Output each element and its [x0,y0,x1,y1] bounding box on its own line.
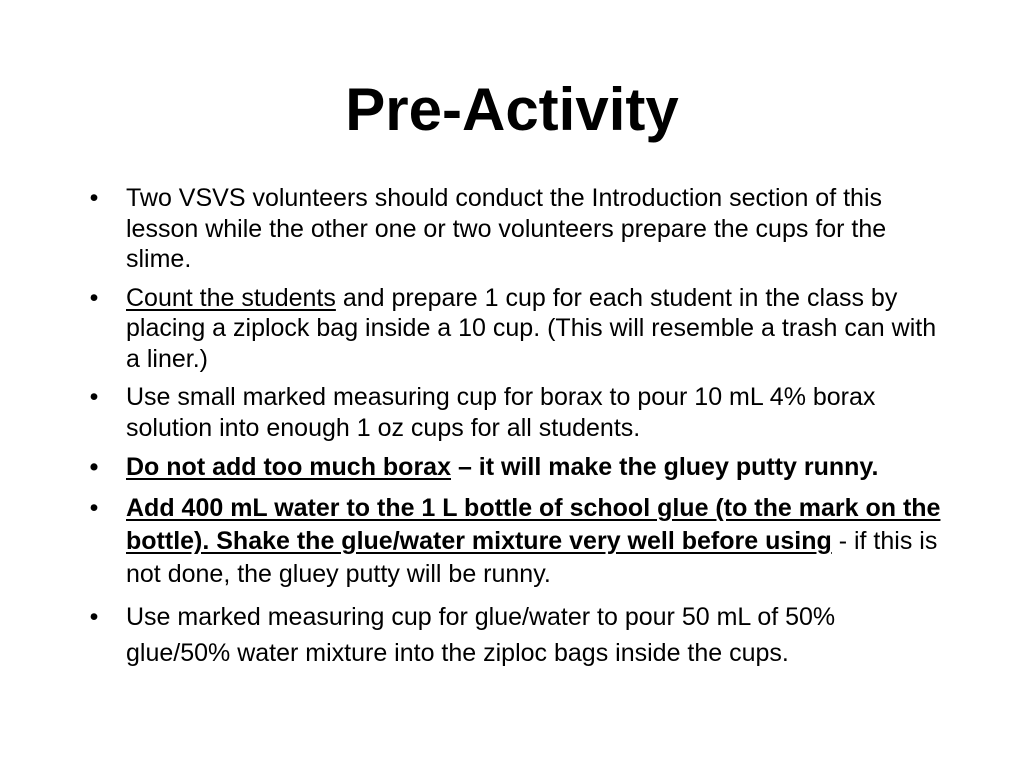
bullet-item-6 [84,599,944,671]
bullet-text: Use small marked measuring cup for borax to pour 10 mL 4% borax solution into enough 1 oz cups for all students. [126,383,876,442]
bullet-item-4 [84,451,944,484]
bullet-item-2 [84,283,944,375]
bullet-emphasis: Do not add too much borax [126,453,451,481]
bullet-marker: • [89,283,99,312]
bullet-marker: • [89,184,99,212]
bullet-marker: • [89,453,99,481]
bullet-text: Two VSVS volunteers should conduct the Introduction section of this lesson while the other one or two volunteers prepare the cups for the slime. [126,184,887,273]
bullet-emphasis: Count the students [126,283,336,312]
bullet-marker: • [89,603,99,631]
slide-title: Pre-Activity [345,76,679,143]
bullet-text: Use marked measuring cup for glue/water to pour 50 mL of 50% glue/50% water mixture into the ziploc bags inside the cups. [126,603,836,667]
bullet-text: – it will make the gluey putty runny. [451,453,879,481]
bullet-emphasis: Add 400 mL water to the 1 L bottle of school glue (to the mark on the bottle). Shake the glue/water mixture very well before using [126,494,941,555]
bullet-marker: • [89,383,99,411]
bullet-item-5 [84,492,944,591]
bullet-item-3 [84,382,944,443]
bullet-text: - if this is not done, the gluey putty will be runny. [126,527,938,588]
bullet-text: and prepare 1 cup for each student in the class by placing a ziplock bag inside a 10 cup. (This will resemble a trash can with a liner.) [126,283,937,373]
bullet-list [84,183,944,675]
bullet-item-1 [84,183,944,275]
bullet-marker: • [89,494,99,522]
